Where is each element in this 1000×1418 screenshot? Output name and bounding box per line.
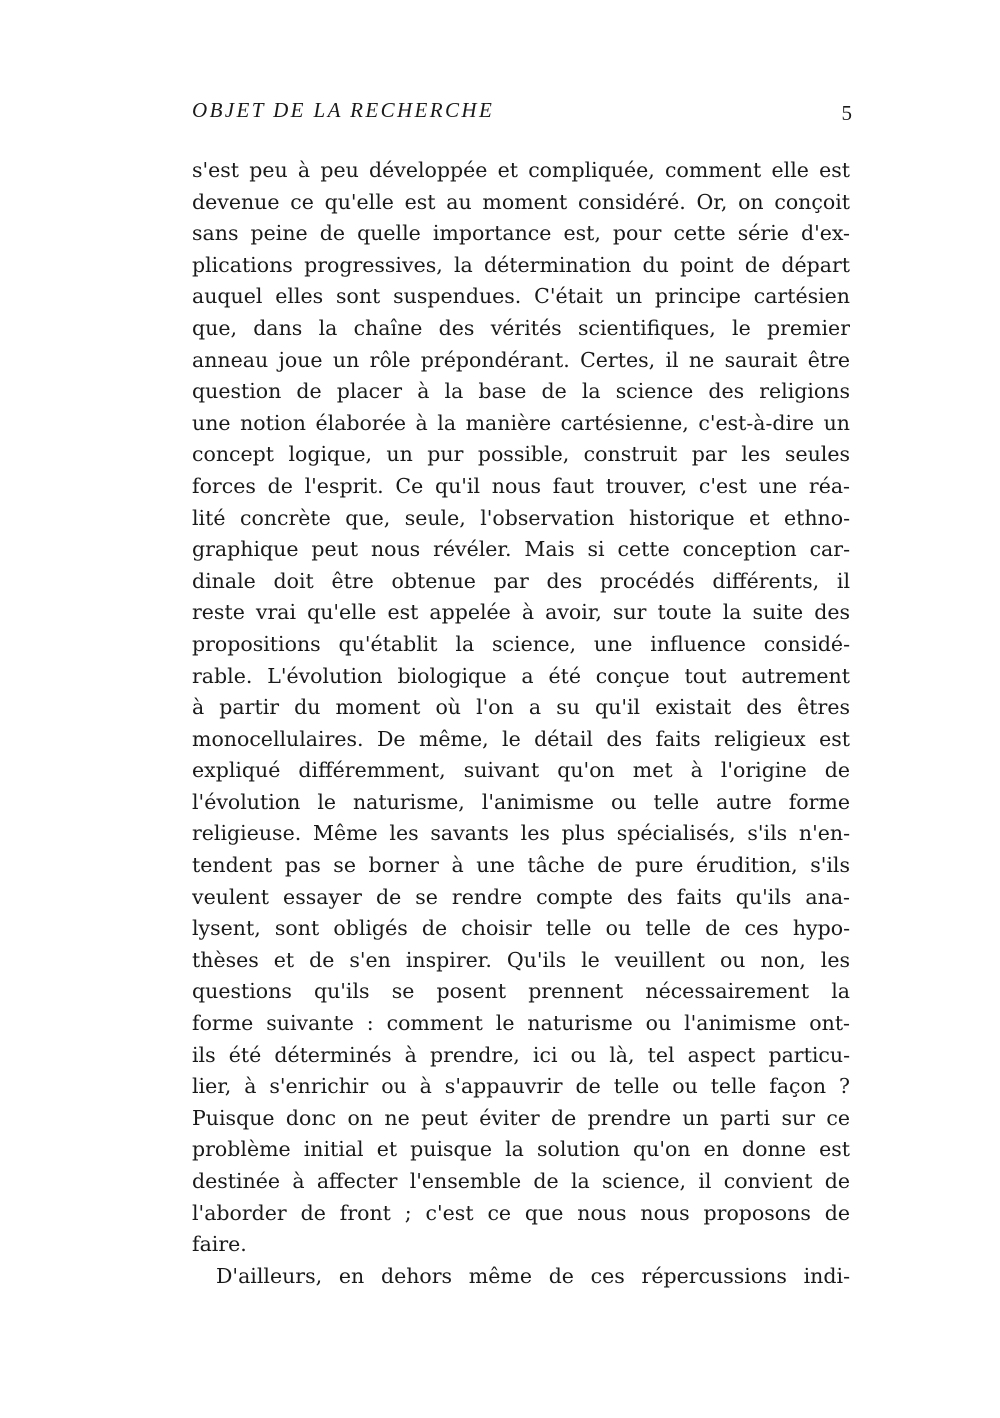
running-header (192, 98, 852, 128)
text-line: forme suivante : comment le naturisme ou l'animisme ont- (192, 1011, 850, 1036)
text-line: destinée à affecter l'ensemble de la science, il convient de (192, 1169, 850, 1193)
text-line: lier, à s'enrichir ou à s'appauvrir de telle ou telle façon ? (192, 1074, 850, 1099)
body-text (192, 155, 850, 1292)
text-line: lité concrète que, seule, l'observation historique et ethno- (192, 505, 850, 530)
text-line: sans peine de quelle importance est, pour cette série d'ex- (192, 221, 850, 246)
text-line: auquel elles sont suspendues. C'était un principe cartésien (192, 284, 850, 309)
text-line: forces de l'esprit. Ce qu'il nous faut trouver, c'est une réa- (192, 473, 850, 498)
text-line: devenue ce qu'elle est au moment considéré. Or, on conçoit (192, 189, 850, 214)
text-line: religieuse. Même les savants les plus spécialisés, s'ils n'en- (192, 821, 850, 846)
page-number: 5 (841, 101, 852, 125)
paragraph-start-line: D'ailleurs, en dehors même de ces répercussions indi- (216, 1263, 850, 1288)
text-line: questions qu'ils se posent prennent nécessairement la (192, 979, 850, 1004)
text-line: monocellulaires. De même, le détail des faits religieux est (192, 726, 850, 751)
text-line: problème initial et puisque la solution qu'on en donne est (192, 1137, 850, 1162)
text-line: graphique peut nous révéler. Mais si cette conception car- (192, 537, 850, 562)
text-line: ils été déterminés à prendre, ici ou là, tel aspect particu- (192, 1042, 850, 1067)
text-line: l'évolution le naturisme, l'animisme ou telle autre forme (192, 789, 850, 814)
text-line: concept logique, un pur possible, construit par les seules (192, 442, 850, 467)
text-line: expliqué différemment, suivant qu'on met à l'origine de (192, 758, 850, 783)
text-line: reste vrai qu'elle est appelée à avoir, sur toute la suite des (192, 600, 850, 625)
text-line: plications progressives, la détermination du point de départ (192, 252, 850, 277)
text-line: lysent, sont obligés de choisir telle ou telle de ces hypo- (192, 916, 850, 941)
text-line: thèses et de s'en inspirer. Qu'ils le veuillent ou non, les (192, 947, 850, 972)
text-line: une notion élaborée à la manière cartésienne, c'est-à-dire un (192, 410, 850, 435)
text-line: tendent pas se borner à une tâche de pure érudition, s'ils (192, 853, 850, 878)
text-line: s'est peu à peu développée et compliquée, comment elle est (192, 158, 850, 182)
text-line: l'aborder de front ; c'est ce que nous nous proposons de (192, 1200, 850, 1225)
text-line: propositions qu'établit la science, une influence considé- (192, 631, 850, 656)
text-line: question de placer à la base de la science des religions (192, 379, 850, 404)
text-line: Puisque donc on ne peut éviter de prendre un parti sur ce (192, 1105, 850, 1130)
text-line: veulent essayer de se rendre compte des faits qu'ils ana- (192, 884, 850, 909)
text-line: anneau joue un rôle prépondérant. Certes, il ne saurait être (192, 347, 850, 372)
text-line: que, dans la chaîne des vérités scientifiques, le premier (192, 315, 850, 340)
text-line: rable. L'évolution biologique a été conçue tout autrement (192, 663, 850, 688)
text-line: à partir du moment où l'on a su qu'il existait des êtres (192, 695, 850, 720)
running-title: OBJET DE LA RECHERCHE (192, 98, 495, 122)
text-line: dinale doit être obtenue par des procédés différents, il (192, 568, 850, 593)
paragraph-end-line: faire. (192, 1232, 247, 1257)
